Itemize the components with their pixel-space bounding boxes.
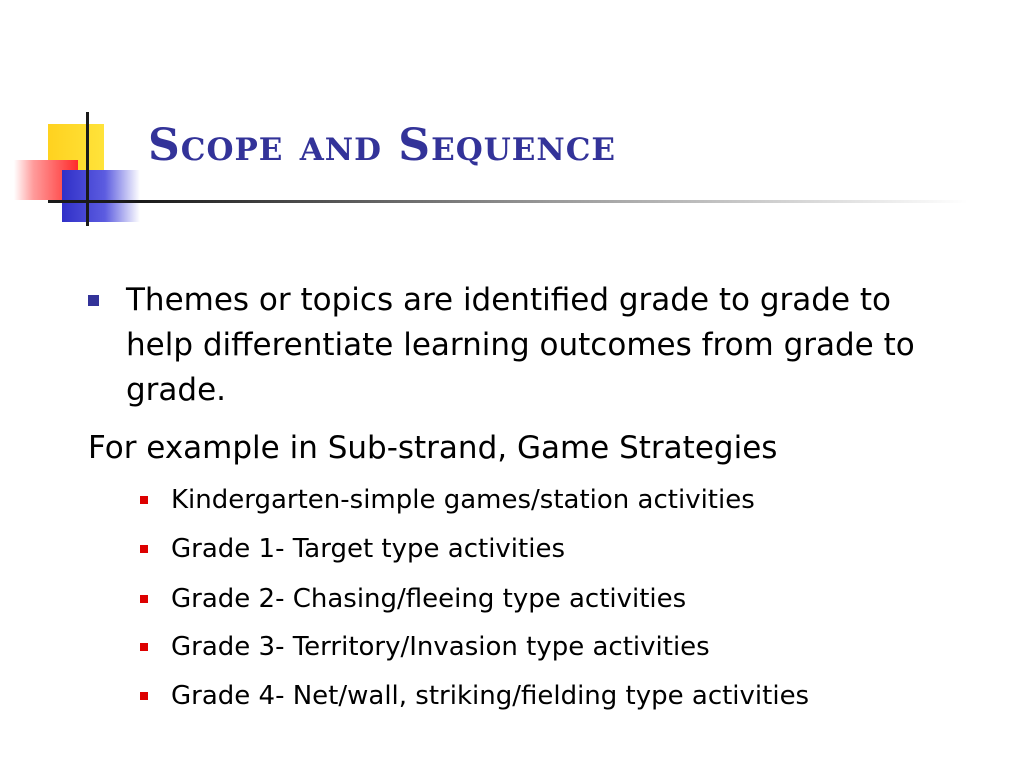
sub-bullet-item: [140, 581, 1000, 617]
sub-bullet-text: Kindergarten-simple games/station activities: [171, 485, 755, 515]
title-underline: [48, 200, 968, 203]
square-bullet-icon: [140, 496, 148, 504]
decorative-logo: [0, 0, 150, 240]
square-bullet-icon: [140, 643, 148, 651]
sub-bullet-text: Grade 3- Territory/Invasion type activities: [171, 632, 710, 662]
square-bullet-icon: [140, 595, 148, 603]
sub-bullet-item: [140, 482, 1000, 518]
sub-bullet-item: [140, 629, 1000, 665]
sub-bullet-text: Grade 1- Target type activities: [171, 534, 565, 564]
logo-blue-square: [62, 170, 140, 222]
square-bullet-icon: [140, 692, 148, 700]
slide-title: Scope and Sequence: [148, 120, 617, 171]
bullet-item: [88, 278, 948, 413]
square-bullet-icon: [88, 295, 99, 306]
sub-bullet-text: Grade 4- Net/wall, striking/fielding type activities: [171, 681, 810, 711]
bullet-text: Themes or topics are identified grade to grade to help differentiate learning outcomes from grade to grade.: [126, 282, 915, 408]
sub-bullet-item: [140, 531, 1000, 567]
sub-bullet-item: [140, 678, 1000, 714]
square-bullet-icon: [140, 545, 148, 553]
sub-bullet-text: Grade 2- Chasing/fleeing type activities: [171, 584, 687, 614]
example-line: For example in Sub-strand, Game Strategies: [88, 430, 778, 466]
logo-vertical-line: [86, 112, 89, 226]
